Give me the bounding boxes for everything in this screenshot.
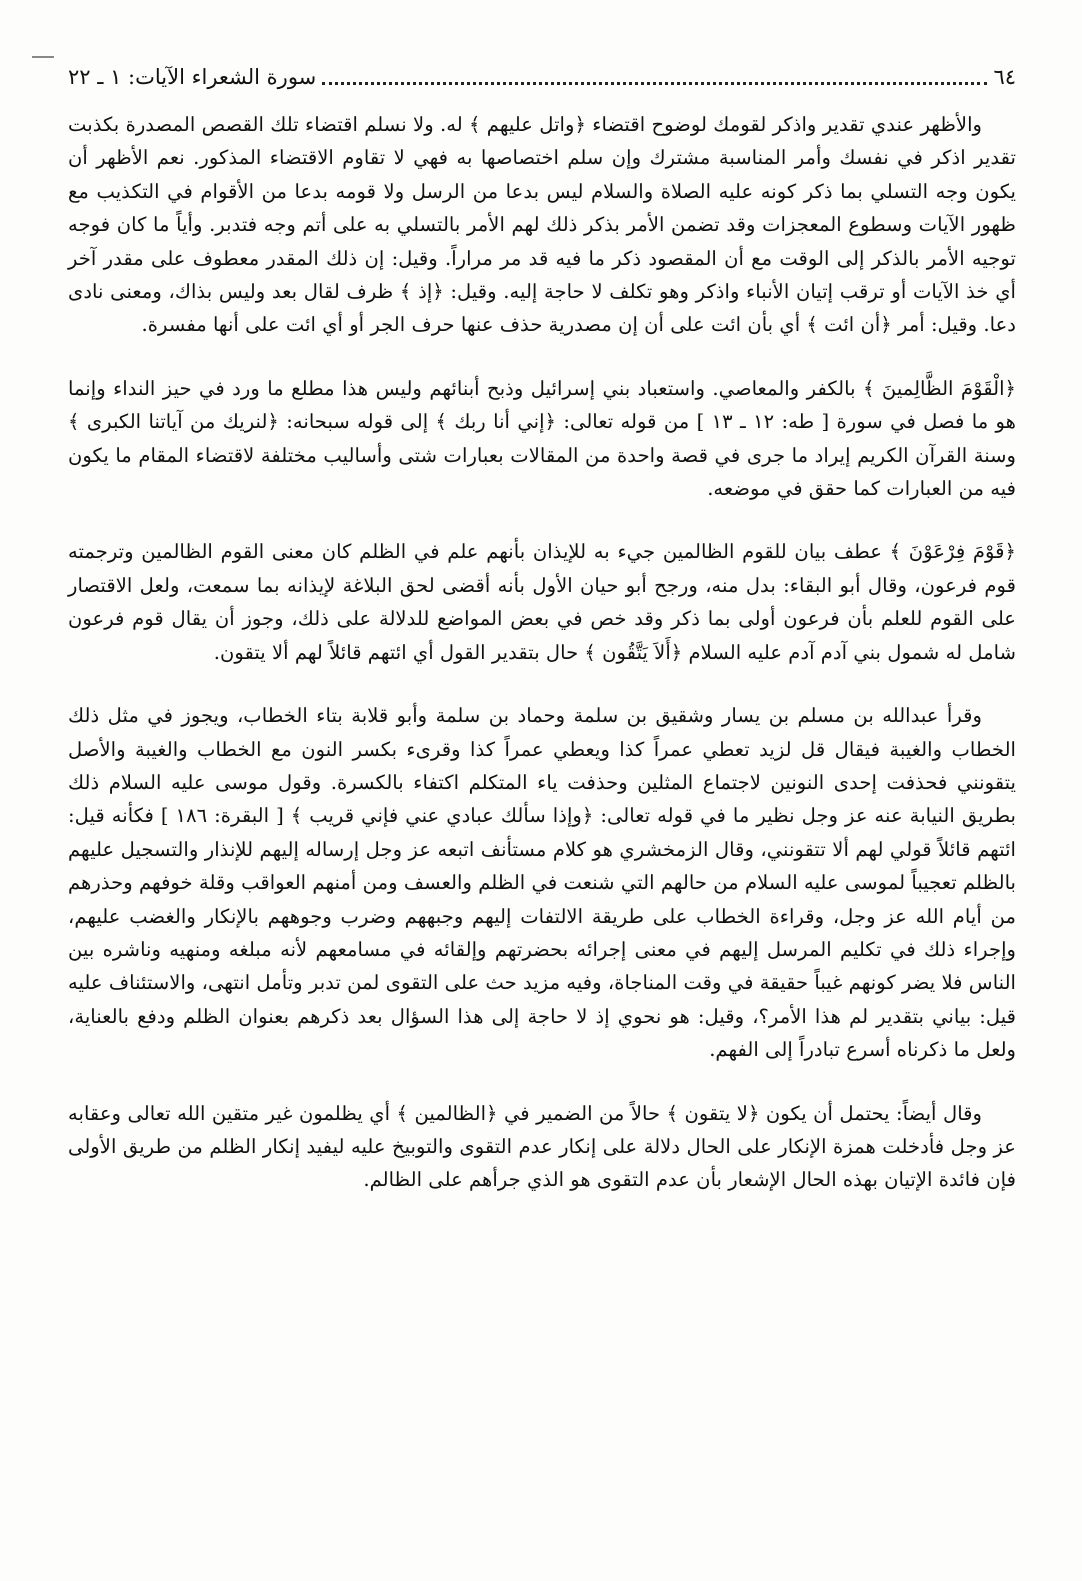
paragraph-4: وقرأ عبدالله بن مسلم بن يسار وشقيق بن سلمة وحماد بن سلمة وأبو قلابة بتاء الخطاب، ويجوز في مثل ذلك الخطاب والغيبة فيقال قل لزيد تعطي عمراً كذا ويعطي عمراً كذا وقرىء بكسر النون مع الخطاب والغيبة والأصل يتقونني فحذفت إحدى النونين لاجتماع المثلين وحذفت ياء المتكلم اكتفاء بالكسرة. وقول موسى عليه السلام ذلك بطريق النيابة عنه عز وجل نظير ما في قوله تعالى: ﴿وإذا سألك عبادي عني فإني قريب ﴾ [ البقرة: ١٨٦ ] فكأنه قيل: ائتهم قائلاً قولي لهم ألا تتقونني، وقال الزمخشري هو كلام مستأنف اتبعه عز وجل إرساله إليهم للإنذار والتسجيل عليهم بالظلم تعجيباً لموسى عليه السلام من حالهم التي شنعت في الظلم والعسف ومن أمنهم العواقب وقلة خوفهم وحذرهم من أيام الله عز وجل، وقراءة الخطاب على طريقة الالتفات إليهم وجبههم وضرب وجوههم بالإنكار والغضب عليهم، وإجراء ذلك في تكليم المرسل إليهم في معنى إجرائه بحضرتهم وإلقائه في مسامعهم لأنه مبلغه ومنهيه وناشره بين الناس فلا يضر كونهم غيباً حقيقة في وقت المناجاة، وفيه مزيد حث على التقوى لمن تدبر وتأمل انتهى، والاستئناف عليه قيل: بياني بتقدير لم هذا الأمر؟، وقيل: هو نحوي إذ لا حاجة إلى هذا السؤال بعد ذكرهم بعنوان الظلم ودفع بالعناية، ولعل ما ذكرناه أسرع تبادراً إلى الفهم. — [68, 704, 1017, 1062]
running-header — [68, 60, 1016, 108]
paragraph-2: ﴿الْقَوْمَ الظَّالِمينَ ﴾ بالكفر والمعاصي. واستعباد بني إسرائيل وذبح أبنائهم وليس هذا مطلع ما ورد في حيز النداء وإنما هو ما فصل في سورة [ طه: ١٢ ـ ١٣ ] من قوله تعالى: ﴿إني أنا ربك ﴾ إلى قوله سبحانه: ﴿لنريك من آياتنا الكبرى ﴾ وسنة القرآن الكريم إيراد ما جرى في قصة واحدة من المقالات بعبارات شتى وأساليب مختلفة لاقتضاء المقام ما يكون فيه من العبارات كما حقق في موضعه. — [68, 376, 1016, 501]
document-page — [68, 60, 1016, 1197]
leader-dots — [322, 82, 987, 85]
page-number: ٦٤ — [993, 65, 1016, 89]
margin-mark — [32, 56, 54, 58]
paragraph-gap — [68, 505, 1016, 535]
running-title: سورة الشعراء الآيات: ١ ـ ٢٢ — [68, 65, 317, 89]
paragraph-gap — [68, 1067, 1016, 1097]
paragraph-gap — [68, 342, 1016, 372]
paragraph-5: وقال أيضاً: يحتمل أن يكون ﴿لا يتقون ﴾ حالاً من الضمير في ﴿الظالمين ﴾ أي يظلمون غير متقين الله تعالى وعقابه عز وجل فأدخلت همزة الإنكار على الحال دلالة على إنكار عدم التقوى والتوبيخ عليه ليفيد إنكار الظلم من طريق الأولى فإن فائدة الإتيان بهذه الحال الإشعار بأن عدم التقوى هو الذي جرأهم على الظالم. — [68, 1101, 1016, 1192]
paragraph-3: ﴿قَوْمَ فِرْعَوْنَ ﴾ عطف بيان للقوم الظالمين جيء به للإيذان بأنهم علم في الظلم كان معنى القوم الظالمين وترجمته قوم فرعون، وقال أبو البقاء: بدل منه، ورجح أبو حيان الأول بأنه أقضى لحق البلاغة لإيذانه بما سمعت، ولعل الاقتصار على القوم للعلم بأن فرعون أولى بما ذكر وقد خص في بعض المواضع للدلالة على ذلك، وجوز أن يقال قوم فرعون شامل له شمول بني آدم آدم عليه السلام ﴿أَلاَ يَتَّقُون ﴾ حال بتقدير القول أي ائتهم قائلاً لهم ألا يتقون. — [68, 540, 1016, 664]
paragraph-gap — [68, 669, 1016, 699]
paragraph-1: والأظهر عندي تقدير واذكر لقومك لوضوح اقتضاء ﴿واتل عليهم ﴾ له. ولا نسلم اقتضاء تلك القصص المصدرة بكذبت تقدير اذكر في نفسك وأمر المناسبة مشترك وإن سلم اختصاصها به فهي لا تقاوم الاقتضاء المذكور. نعم الأظهر أن يكون وجه التسلي بما ذكر كونه عليه الصلاة والسلام ليس بدعا من الرسل ولا قومه بدعا من الأقوام في التكذيب مع ظهور الآيات وسطوع المعجزات وقد تضمن الأمر بذكر ذلك لهم الأمر بالتسلي به على أتم وجه فتدبر. وأياً ما كان فوجه توجيه الأمر بالذكر إلى الوقت مع أن المقصود ذكر ما فيه قد مر مراراً. وقيل: إن ذلك المقدر معطوف على مقدر آخر أي خذ الآيات أو ترقب إتيان الأنباء واذكر وهو تكلف لا حاجة إليه. وقيل: ﴿إذ ﴾ ظرف لقال بعد وليس بذاك، ومعنى نادى دعا. وقيل: أمر ﴿أن ائت ﴾ أي بأن ائت على أن إن مصدرية حذف عنها حرف الجر أو أي ائت على أنها مفسرة. — [68, 113, 1016, 337]
